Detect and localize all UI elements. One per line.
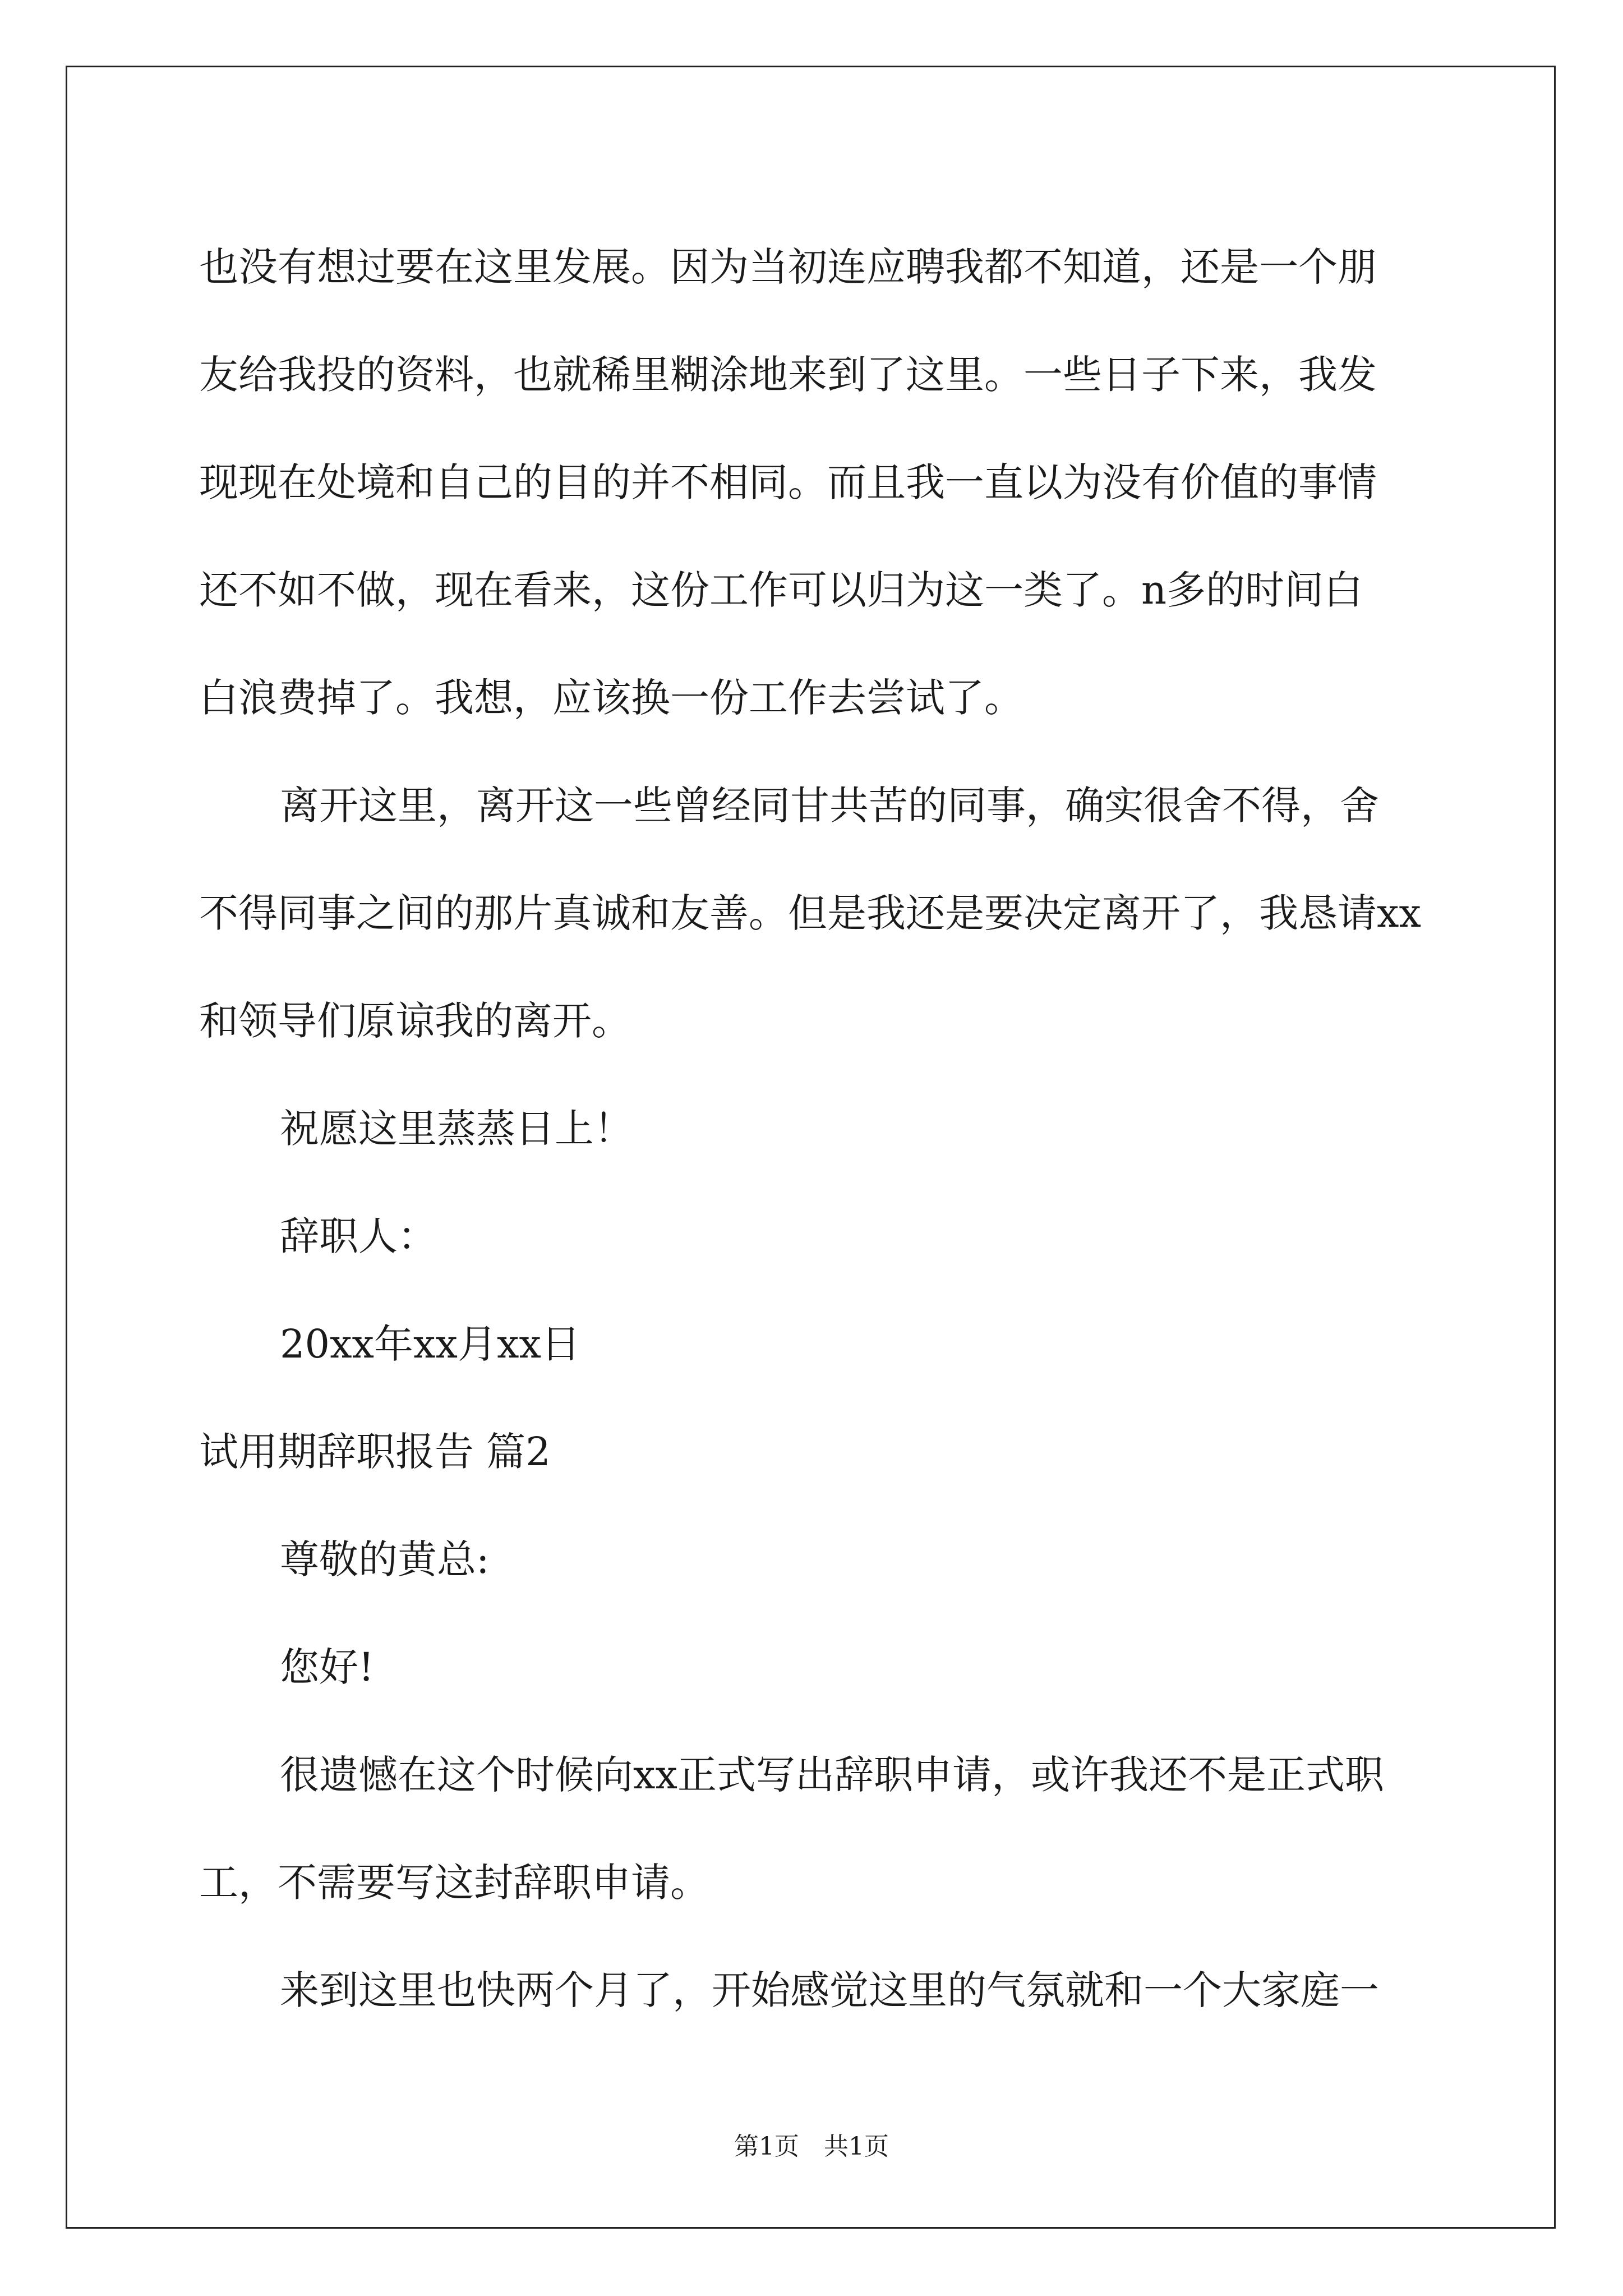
text-line: 也没有想过要在这里发展。因为当初连应聘我都不知道，还是一个朋 (199, 244, 1377, 290)
text-line: 现现在处境和自己的目的并不相同。而且我一直以为没有价值的事情 (199, 459, 1377, 505)
text-line: 白浪费掉了。我想，应该换一份工作去尝试了。 (199, 675, 1023, 721)
text-line: 还不如不做，现在看来，这份工作可以归为这一类了。n多的时间白 (199, 567, 1363, 613)
text-line: 不得同事之间的那片真诚和友善。但是我还是要决定离开了，我恳请xx (199, 890, 1421, 936)
document-body (199, 213, 1436, 2044)
text-line: 辞职人： (280, 1213, 437, 1259)
text-line: 20xx年xx月xx日 (280, 1321, 580, 1367)
text-line: 友给我投的资料，也就稀里糊涂地来到了这里。一些日子下来，我发 (199, 352, 1377, 398)
text-line: 试用期辞职报告 篇2 (199, 1429, 551, 1475)
text-line: 您好! (280, 1644, 375, 1690)
text-line: 离开这里，离开这一些曾经同甘共苦的同事，确实很舍不得，舍 (280, 783, 1379, 829)
text-line: 祝愿这里蒸蒸日上！ (280, 1106, 633, 1152)
text-line: 来到这里也快两个月了，开始感觉这里的气氛就和一个大家庭一 (280, 1967, 1379, 2013)
text-line: 和领导们原谅我的离开。 (199, 998, 631, 1044)
text-line: 尊敬的黄总: (280, 1536, 490, 1582)
text-line: 工，不需要写这封辞职申请。 (199, 1860, 709, 1906)
page-footer: 第1页 共1页 (734, 2132, 889, 2161)
text-line: 很遗憾在这个时候向xx正式写出辞职申请，或许我还不是正式职 (280, 1752, 1384, 1798)
